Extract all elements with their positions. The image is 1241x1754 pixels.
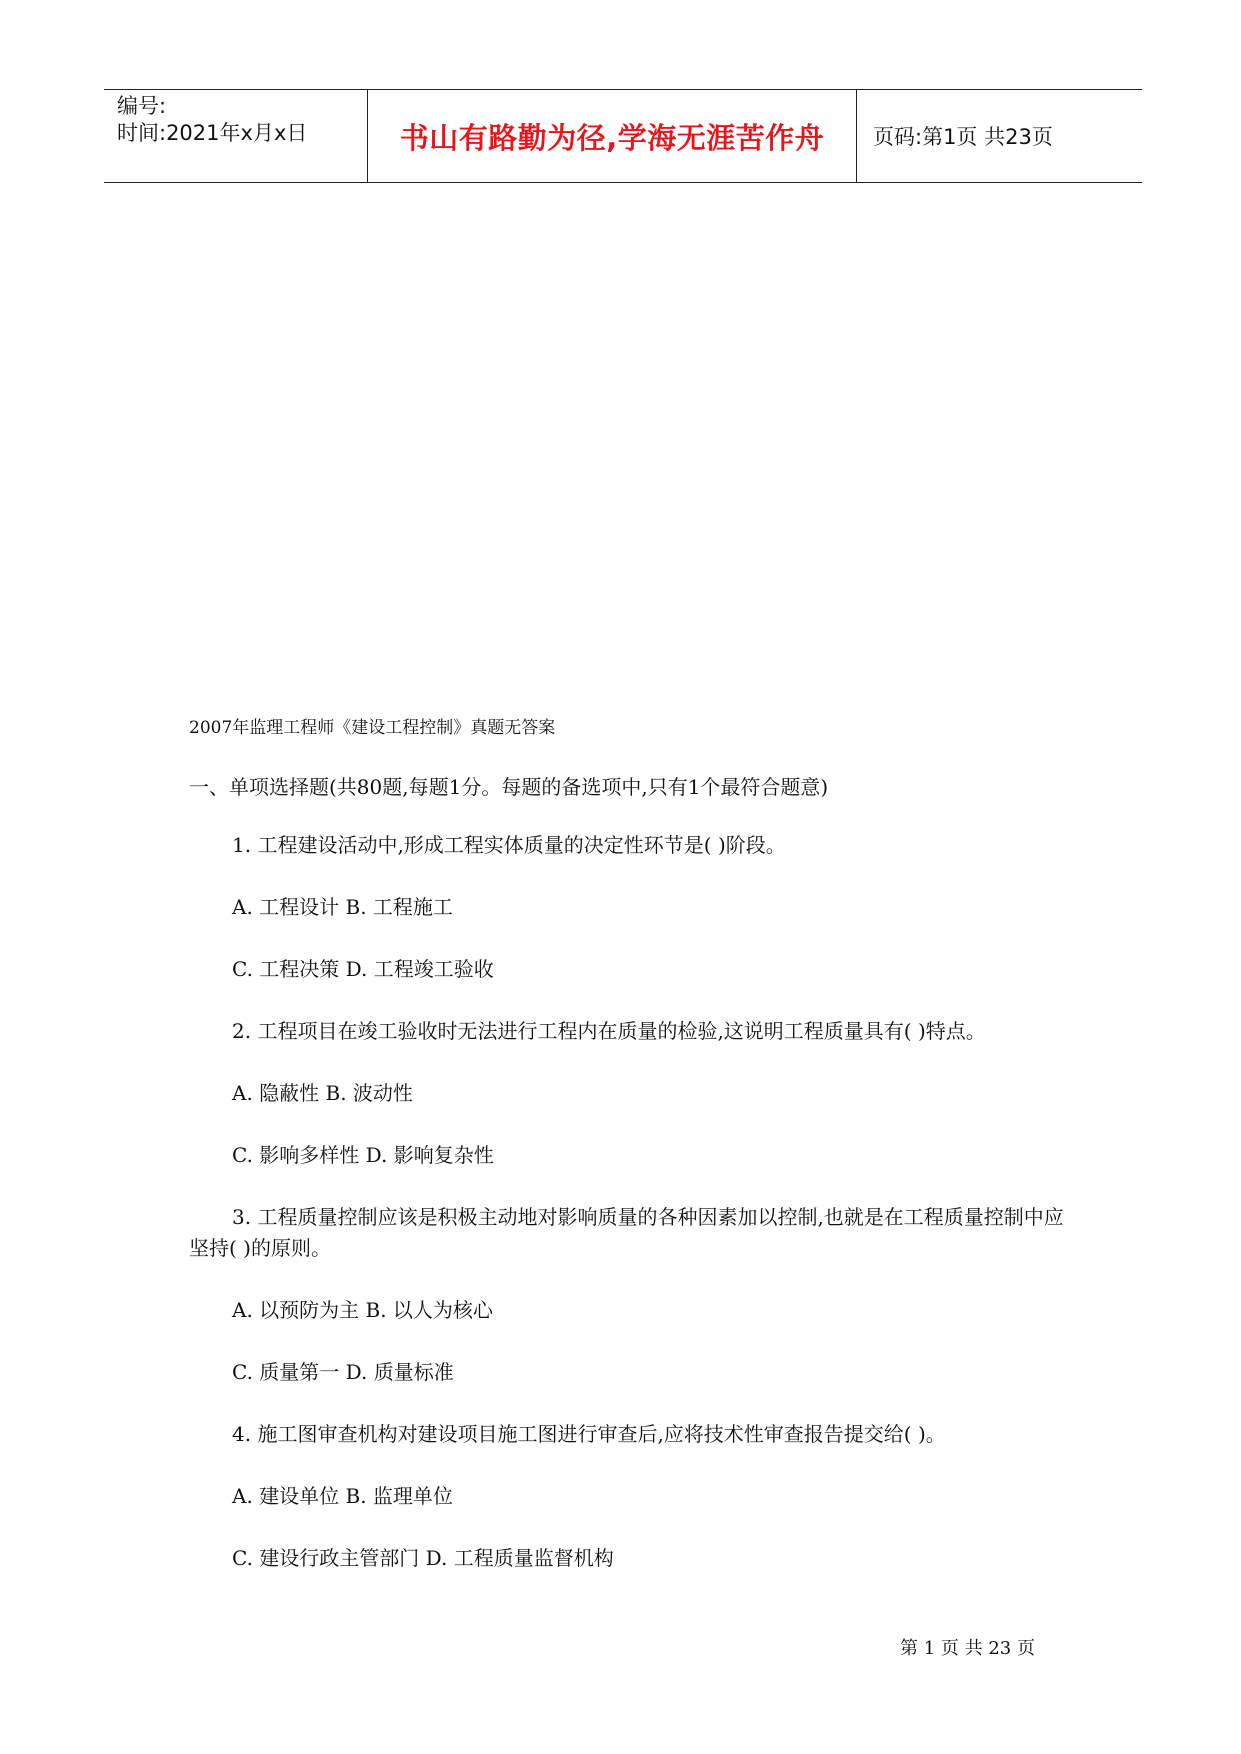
question-3: 3. 工程质量控制应该是积极主动地对影响质量的各种因素加以控制,也就是在工程质量控制中应坚持( )的原则。 <box>189 1205 1064 1260</box>
page-footer <box>900 1634 1035 1660</box>
header-info-cell <box>104 90 368 182</box>
question-1: 1. 工程建设活动中,形成工程实体质量的决定性环节是( )阶段。 <box>232 833 786 857</box>
section-heading: 一、单项选择题(共80题,每题1分。每题的备选项中,只有1个最符合题意) <box>189 775 829 799</box>
page-code-text: 页码:第1页 共23页 <box>873 125 1053 149</box>
motto-cell <box>368 90 857 182</box>
question-4: 4. 施工图审查机构对建设项目施工图进行审查后,应将技术性审查报告提交给( )。 <box>232 1422 946 1446</box>
question-3-options-ab: A. 以预防为主 B. 以人为核心 <box>232 1298 493 1322</box>
question-2: 2. 工程项目在竣工验收时无法进行工程内在质量的检验,这说明工程质量具有( )特点。 <box>232 1019 986 1043</box>
question-3-options-cd: C. 质量第一 D. 质量标准 <box>232 1360 454 1384</box>
question-4-options-ab: A. 建设单位 B. 监理单位 <box>232 1484 453 1508</box>
question-4-options-cd: C. 建设行政主管部门 D. 工程质量监督机构 <box>232 1546 614 1570</box>
time-label: 时间:2021年x月x日 <box>117 121 308 145</box>
header-table <box>104 89 1142 183</box>
document-title: 2007年监理工程师《建设工程控制》真题无答案 <box>189 718 556 738</box>
page-code-cell <box>857 90 1142 182</box>
question-2-options-cd: C. 影响多样性 D. 影响复杂性 <box>232 1143 494 1167</box>
question-2-options-ab: A. 隐蔽性 B. 波动性 <box>232 1081 413 1105</box>
question-1-options-ab: A. 工程设计 B. 工程施工 <box>232 895 453 919</box>
document-body <box>189 716 1089 1605</box>
footer-page-number: 第 1 页 共 23 页 <box>900 1638 1035 1659</box>
motto-text: 书山有路勤为径,学海无涯苦作舟 <box>399 120 825 155</box>
question-1-options-cd: C. 工程决策 D. 工程竣工验收 <box>232 957 494 981</box>
number-label: 编号: <box>117 94 167 118</box>
